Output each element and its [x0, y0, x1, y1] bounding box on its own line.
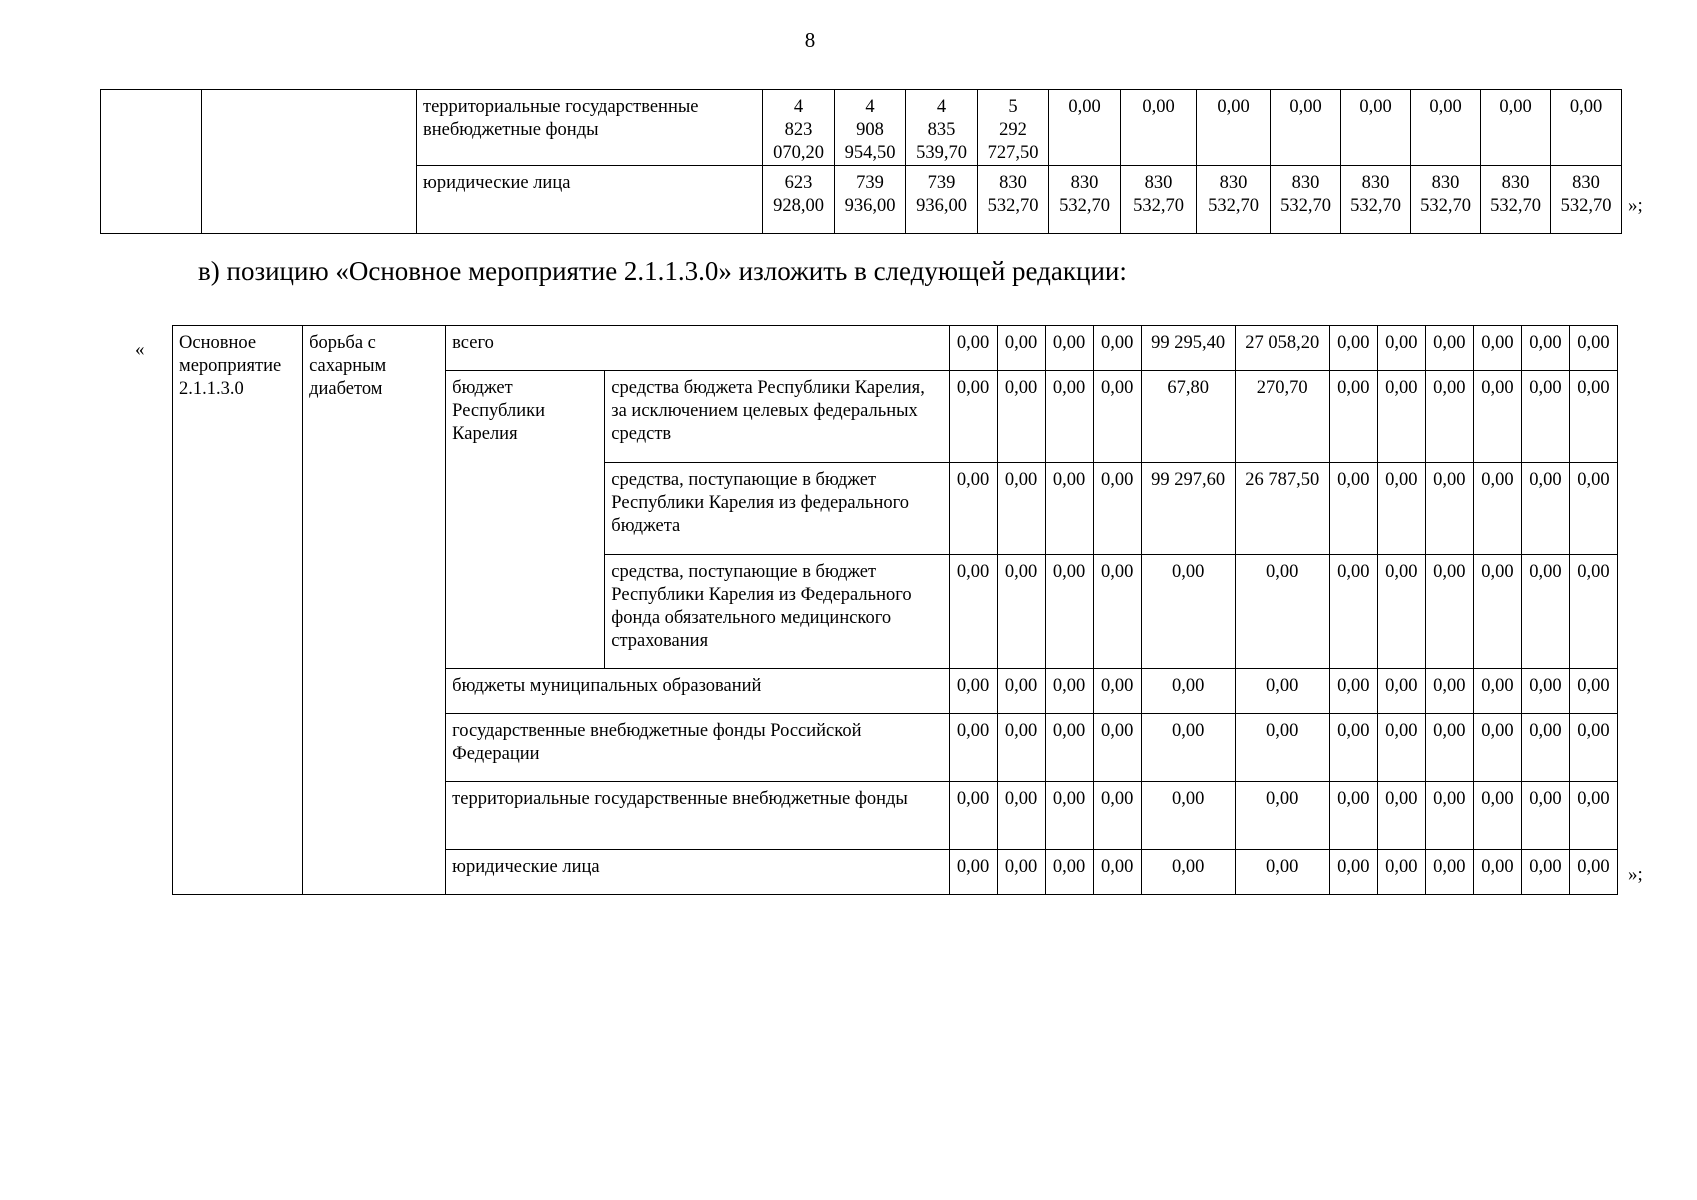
value-cell: 0,00	[1425, 782, 1473, 850]
value-cell: 0,00	[1045, 850, 1093, 895]
value-cell: 0,00	[1425, 714, 1473, 782]
value-cell: 0,00	[949, 371, 997, 463]
value-cell: 830 532,70	[1049, 166, 1121, 234]
value-cell: 0,00	[1569, 782, 1617, 850]
page-number: 8	[804, 28, 816, 52]
value-cell: 0,00	[1045, 714, 1093, 782]
value-cell: 0,00	[1425, 850, 1473, 895]
value-cell: 0,00	[1093, 850, 1141, 895]
value-cell: 0,00	[997, 850, 1045, 895]
value-cell: 0,00	[949, 669, 997, 714]
value-cell: 0,00	[1569, 326, 1617, 371]
value-cell: 99 297,60	[1141, 463, 1235, 555]
value-cell: 0,00	[1521, 463, 1569, 555]
value-cell: 0,00	[1521, 782, 1569, 850]
value-cell: 4 835 539,70	[906, 90, 978, 166]
value-cell: 0,00	[1045, 555, 1093, 669]
value-cell: 0,00	[1329, 326, 1377, 371]
value-cell: 0,00	[997, 326, 1045, 371]
row-label: юридические лица	[417, 166, 763, 234]
value-cell: 830 532,70	[1271, 166, 1341, 234]
value-cell: 0,00	[1329, 555, 1377, 669]
value-cell: 4 908 954,50	[835, 90, 906, 166]
row-label: средства, поступающие в бюджет Республики Карелия из федерального бюджета	[605, 463, 949, 555]
value-cell: 0,00	[1425, 669, 1473, 714]
value-cell: 830 532,70	[978, 166, 1049, 234]
value-cell: 0,00	[1329, 714, 1377, 782]
value-cell: 0,00	[949, 782, 997, 850]
value-cell: 0,00	[1569, 555, 1617, 669]
value-cell: 0,00	[1329, 782, 1377, 850]
table-row	[101, 90, 1622, 166]
value-cell: 0,00	[1521, 555, 1569, 669]
value-cell: 0,00	[1473, 714, 1521, 782]
value-cell: 0,00	[1377, 782, 1425, 850]
value-cell: 0,00	[1045, 371, 1093, 463]
value-cell: 830 532,70	[1121, 166, 1197, 234]
value-cell: 0,00	[997, 714, 1045, 782]
activity-code-cell: Основное мероприятие 2.1.1.3.0	[173, 326, 303, 895]
value-cell: 830 532,70	[1341, 166, 1411, 234]
value-cell: 0,00	[1141, 782, 1235, 850]
value-cell: 0,00	[1425, 555, 1473, 669]
row-label: средства бюджета Республики Карелия, за исключением целевых федеральных средств	[605, 371, 949, 463]
table-row	[173, 326, 1618, 371]
value-cell: 0,00	[1341, 90, 1411, 166]
value-cell: 0,00	[1473, 850, 1521, 895]
value-cell: 0,00	[1045, 669, 1093, 714]
funding-table-continued	[100, 89, 1622, 234]
value-cell: 0,00	[1521, 850, 1569, 895]
value-cell: 0,00	[1473, 371, 1521, 463]
value-cell: 0,00	[1141, 555, 1235, 669]
value-cell: 0,00	[1411, 90, 1481, 166]
row-label: территориальные государственные внебюджетные фонды	[417, 90, 763, 166]
value-cell: 0,00	[997, 555, 1045, 669]
value-cell: 4 823 070,20	[763, 90, 835, 166]
value-cell: 0,00	[1425, 371, 1473, 463]
value-cell: 0,00	[1197, 90, 1271, 166]
activity-table	[172, 325, 1618, 895]
value-cell: 0,00	[1093, 555, 1141, 669]
value-cell: 0,00	[1329, 463, 1377, 555]
value-cell: 0,00	[1521, 714, 1569, 782]
value-cell: 0,00	[1049, 90, 1121, 166]
value-cell: 0,00	[1329, 371, 1377, 463]
value-cell: 0,00	[997, 782, 1045, 850]
value-cell: 0,00	[949, 555, 997, 669]
value-cell: 0,00	[1569, 850, 1617, 895]
value-cell: 830 532,70	[1197, 166, 1271, 234]
value-cell: 0,00	[1121, 90, 1197, 166]
value-cell: 0,00	[1141, 714, 1235, 782]
value-cell: 0,00	[1425, 326, 1473, 371]
value-cell: 67,80	[1141, 371, 1235, 463]
row-label: государственные внебюджетные фонды Российской Федерации	[446, 714, 949, 782]
value-cell: 0,00	[1093, 714, 1141, 782]
value-cell: 0,00	[949, 463, 997, 555]
value-cell: 270,70	[1235, 371, 1329, 463]
empty-cell	[202, 90, 417, 234]
value-cell: 0,00	[1377, 555, 1425, 669]
value-cell: 0,00	[997, 669, 1045, 714]
value-cell: 0,00	[1093, 782, 1141, 850]
row-label: средства, поступающие в бюджет Республики Карелия из Федерального фонда обязательного медицинского страхования	[605, 555, 949, 669]
value-cell: 0,00	[1093, 371, 1141, 463]
value-cell: 99 295,40	[1141, 326, 1235, 371]
opening-quote: «	[135, 339, 145, 360]
row-label: юридические лица	[446, 850, 949, 895]
value-cell: 0,00	[1377, 669, 1425, 714]
value-cell: 0,00	[1569, 669, 1617, 714]
row-label: всего	[446, 326, 949, 371]
value-cell: 0,00	[1473, 555, 1521, 669]
value-cell: 5 292 727,50	[978, 90, 1049, 166]
value-cell: 0,00	[1377, 714, 1425, 782]
value-cell: 26 787,50	[1235, 463, 1329, 555]
value-cell: 0,00	[1569, 714, 1617, 782]
value-cell: 0,00	[1235, 782, 1329, 850]
value-cell: 0,00	[1521, 371, 1569, 463]
value-cell: 0,00	[1235, 669, 1329, 714]
value-cell: 0,00	[1481, 90, 1551, 166]
value-cell: 0,00	[1141, 669, 1235, 714]
value-cell: 739 936,00	[906, 166, 978, 234]
empty-cell	[101, 90, 202, 234]
value-cell: 0,00	[1473, 326, 1521, 371]
value-cell: 739 936,00	[835, 166, 906, 234]
value-cell: 0,00	[1473, 463, 1521, 555]
value-cell: 623 928,00	[763, 166, 835, 234]
value-cell: 0,00	[997, 371, 1045, 463]
value-cell: 0,00	[949, 326, 997, 371]
value-cell: 0,00	[1377, 850, 1425, 895]
value-cell: 0,00	[1329, 669, 1377, 714]
value-cell: 0,00	[1093, 463, 1141, 555]
value-cell: 0,00	[1141, 850, 1235, 895]
value-cell: 0,00	[1045, 326, 1093, 371]
value-cell: 0,00	[1551, 90, 1622, 166]
value-cell: 0,00	[1045, 463, 1093, 555]
value-cell: 0,00	[1235, 850, 1329, 895]
row-label: территориальные государственные внебюджетные фонды	[446, 782, 949, 850]
value-cell: 0,00	[1329, 850, 1377, 895]
closing-quote-2: »;	[1628, 864, 1643, 885]
value-cell: 27 058,20	[1235, 326, 1329, 371]
activity-name-cell: борьба с сахарным диабетом	[303, 326, 446, 895]
value-cell: 0,00	[1521, 326, 1569, 371]
value-cell: 0,00	[1377, 463, 1425, 555]
value-cell: 0,00	[1271, 90, 1341, 166]
closing-quote-1: »;	[1628, 195, 1643, 216]
value-cell: 0,00	[1569, 371, 1617, 463]
value-cell: 0,00	[1569, 463, 1617, 555]
value-cell: 0,00	[1235, 555, 1329, 669]
value-cell: 0,00	[949, 850, 997, 895]
value-cell: 0,00	[1473, 669, 1521, 714]
value-cell: 0,00	[997, 463, 1045, 555]
row-label: бюджеты муниципальных образований	[446, 669, 949, 714]
value-cell: 0,00	[1377, 326, 1425, 371]
value-cell: 0,00	[1473, 782, 1521, 850]
value-cell: 0,00	[949, 714, 997, 782]
value-cell: 830 532,70	[1481, 166, 1551, 234]
value-cell: 0,00	[1045, 782, 1093, 850]
value-cell: 0,00	[1093, 669, 1141, 714]
amendment-heading: в) позицию «Основное мероприятие 2.1.1.3.0» изложить в следующей редакции:	[198, 256, 1127, 286]
value-cell: 0,00	[1235, 714, 1329, 782]
value-cell: 830 532,70	[1411, 166, 1481, 234]
value-cell: 0,00	[1425, 463, 1473, 555]
value-cell: 830 532,70	[1551, 166, 1622, 234]
value-cell: 0,00	[1521, 669, 1569, 714]
value-cell: 0,00	[1093, 326, 1141, 371]
value-cell: 0,00	[1377, 371, 1425, 463]
budget-group-cell: бюджет Республики Карелия	[446, 371, 605, 669]
